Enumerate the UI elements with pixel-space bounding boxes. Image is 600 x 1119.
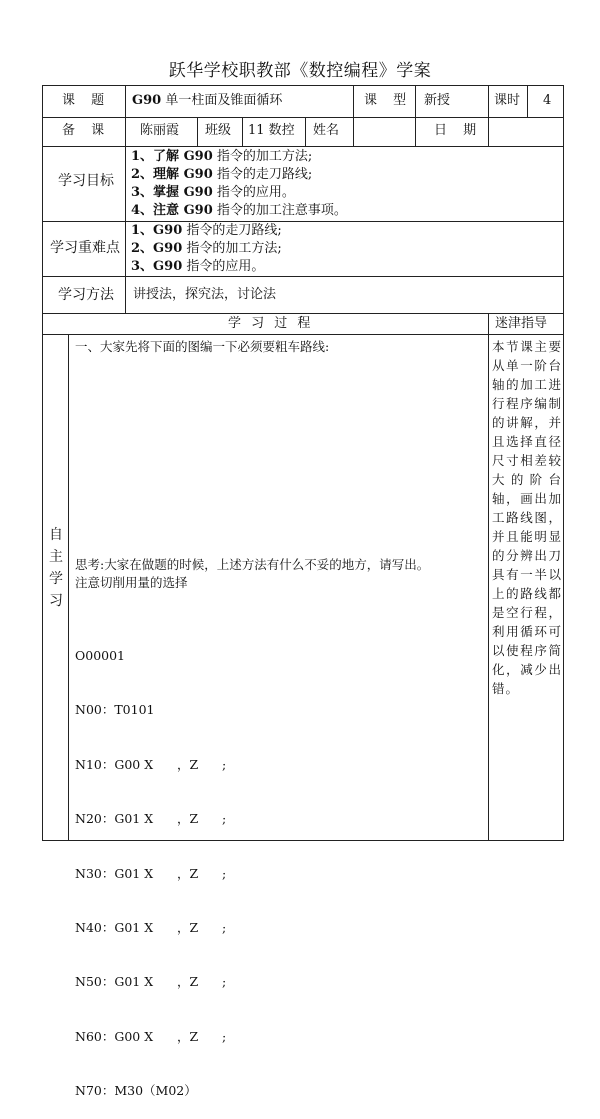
methods-label: 学习方法 [58,287,114,303]
list-item: 1、了解 G90 指令的加工方法; [131,149,313,164]
class-value: 11 数控 [248,123,295,138]
guide-header: 迷津指导 [495,316,548,331]
key-points-label: 学习重难点 [50,240,120,256]
type-label: 课 型 [364,93,413,108]
process-header: 学 习 过 程 [228,316,314,331]
topic-value [132,92,282,110]
list-item: 3、G90 指令的应用。 [131,259,265,274]
goals-list [131,148,347,220]
list-item: 4、注意 G90 指令的加工注意事项。 [131,203,347,218]
topic-text: 单一柱面及锥面循环 [165,93,283,108]
hours-label: 课时 [494,93,521,108]
program-line: O00001 [75,648,126,663]
class-label: 班级 [205,123,232,138]
self-study-label: 自 主 学 习 [49,527,63,609]
hours-value: 4 [543,93,552,108]
list-item: 2、理解 G90 指令的走刀路线; [131,167,313,182]
program-line: N50：G01 X ，Z ; [75,974,227,990]
prep-label: 备 课 [62,123,111,138]
program-line: N70：M30（M02） [75,1083,197,1099]
topic-code: G90 [132,93,162,108]
think-text: 思考:大家在做题的时候，上述方法有什么不妥的地方，请写出。 [75,557,430,572]
topic-label: 课 题 [62,93,111,108]
teacher-name: 陈丽霞 [140,123,180,138]
list-item: 2、G90 指令的加工方法; [131,241,282,256]
goals-label: 学习目标 [58,173,114,189]
program-line: N40：G01 X ，Z ; [75,919,227,935]
program-line: N20：G01 X ，Z ; [75,811,227,827]
type-value: 新授 [424,93,451,108]
date-label: 日 期 [434,123,483,138]
key-points-list [131,222,282,276]
methods-value: 讲授法，探究法，讨论法 [133,287,277,302]
program-line: N10：G00 X ，Z ; [75,756,227,772]
intro-text: 一、大家先将下面的图编一下必须要粗车路线: [75,339,330,354]
program-line: N00：T0101 [75,702,155,718]
list-item: 1、G90 指令的走刀路线; [131,223,282,238]
program-line: N60：G00 X ，Z ; [75,1028,227,1044]
program-listing [75,611,226,1119]
page-title: 跃华学校职教部《数控编程》学案 [168,61,432,81]
note-text: 注意切削用量的选择 [75,575,188,590]
list-item: 3、掌握 G90 指令的应用。 [131,185,295,200]
guide-text: 本节课主要从单一阶台轴的加工进行程序编制的讲解，并且选择直径尺寸相差较大的阶台轴，画出加工路线图，并且能明显的分辨出刀具有一半以上的路线都是空行程，利用循环可以使程序简化，减少出错。 [492,339,562,696]
name-label: 姓名 [313,123,340,138]
program-line: N30：G01 X ，Z ; [75,865,227,881]
